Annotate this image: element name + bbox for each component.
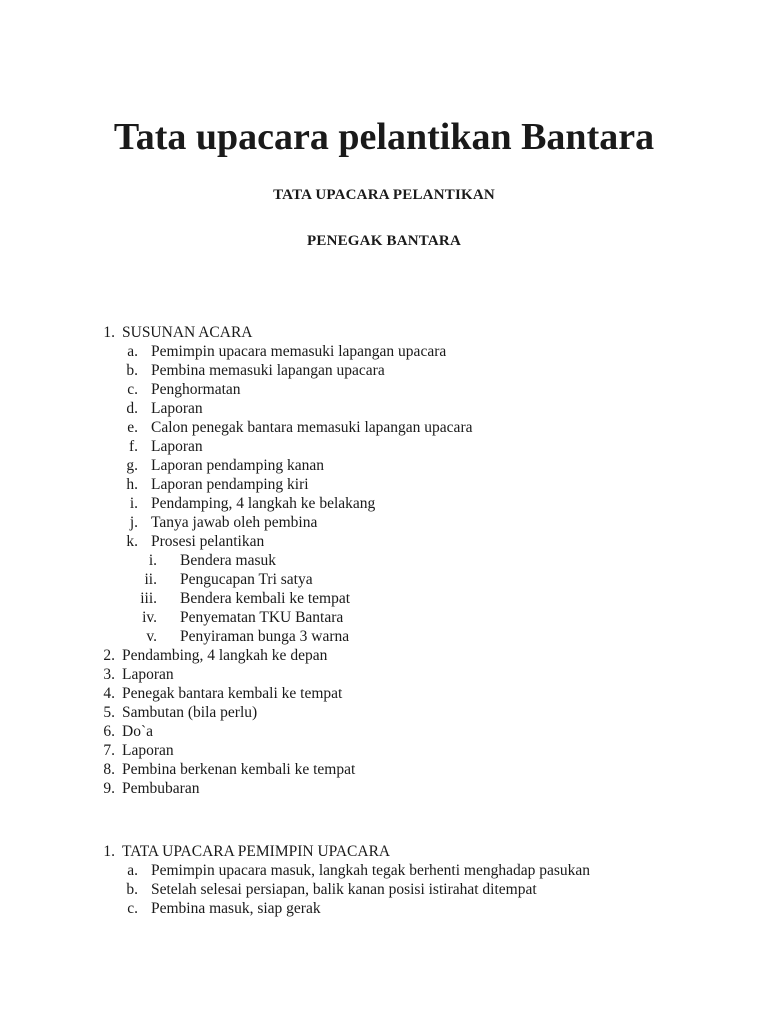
- list-number: 8.: [103, 761, 115, 778]
- list-item-text: Do`a: [122, 723, 153, 740]
- section-susunan-acara: [0, 323, 768, 798]
- list-marker: a.: [127, 343, 138, 360]
- numbered-item: [0, 684, 768, 703]
- list-item: [0, 494, 768, 513]
- list-marker: iv.: [142, 609, 157, 626]
- list-item: [0, 861, 768, 880]
- list-item-text: Pemimpin upacara memasuki lapangan upacara: [151, 343, 447, 360]
- list-item-text: Laporan: [122, 666, 174, 683]
- list-marker: g.: [126, 457, 138, 474]
- sub-list-item: [0, 627, 768, 646]
- list-item-text: Laporan: [122, 742, 174, 759]
- list-item: [0, 513, 768, 532]
- document-title: Tata upacara pelantikan Bantara: [113, 116, 655, 158]
- list-item-text: Setelah selesai persiapan, balik kanan posisi istirahat ditempat: [151, 881, 537, 898]
- list-item-text: Sambutan (bila perlu): [122, 704, 258, 721]
- list-item-text: Bendera kembali ke tempat: [180, 590, 351, 607]
- list-item-text: Prosesi pelantikan: [151, 533, 265, 550]
- numbered-item: [0, 665, 768, 684]
- numbered-item: [0, 722, 768, 741]
- numbered-item: [0, 703, 768, 722]
- list-item-text: Laporan: [151, 438, 203, 455]
- list-marker: d.: [126, 400, 138, 417]
- list-marker: i.: [148, 552, 157, 569]
- list-marker: j.: [129, 514, 138, 531]
- list-marker: c.: [127, 900, 138, 917]
- sub-list-item: [0, 551, 768, 570]
- list-item-text: Penegak bantara kembali ke tempat: [122, 685, 343, 702]
- numbered-item: [0, 779, 768, 798]
- section-heading: SUSUNAN ACARA: [122, 324, 253, 341]
- list-number: 5.: [103, 704, 115, 721]
- list-marker: i.: [129, 495, 138, 512]
- list-item-text: Penyiraman bunga 3 warna: [180, 628, 350, 645]
- list-item-text: Laporan pendamping kiri: [151, 476, 309, 493]
- list-number: 7.: [103, 742, 115, 759]
- list-item-text: Bendera masuk: [180, 552, 276, 569]
- list-marker: b.: [126, 362, 138, 379]
- list-item: [0, 456, 768, 475]
- list-item-text: Pembubaran: [122, 780, 200, 797]
- list-item-text: Pendamping, 4 langkah ke belakang: [151, 495, 376, 512]
- list-item: [0, 418, 768, 437]
- list-item: [0, 880, 768, 899]
- list-item-text: Pembina memasuki lapangan upacara: [151, 362, 385, 379]
- list-item-text: Pembina masuk, siap gerak: [151, 900, 321, 917]
- sub-list-item: [0, 589, 768, 608]
- list-item-text: Penyematan TKU Bantara: [180, 609, 344, 626]
- sub-list-item: [0, 570, 768, 589]
- section-tata-upacara-pemimpin: [0, 842, 768, 918]
- list-number: 3.: [103, 666, 115, 683]
- list-marker: iii.: [140, 590, 157, 607]
- list-marker: k.: [126, 533, 138, 550]
- section-heading-row: [0, 842, 768, 861]
- numbered-item: [0, 646, 768, 665]
- list-marker: b.: [126, 881, 138, 898]
- list-number: 2.: [103, 647, 115, 664]
- list-item-text: Laporan pendamping kanan: [151, 457, 325, 474]
- list-marker: v.: [146, 628, 157, 645]
- list-item-text: Calon penegak bantara memasuki lapangan upacara: [151, 419, 473, 436]
- list-number: 4.: [103, 685, 115, 702]
- list-item: [0, 437, 768, 456]
- list-number: 6.: [103, 723, 115, 740]
- list-item: [0, 899, 768, 918]
- list-item: [0, 380, 768, 399]
- list-item: [0, 342, 768, 361]
- list-number: 1.: [103, 843, 115, 860]
- list-item-text: Pengucapan Tri satya: [180, 571, 313, 588]
- numbered-item: [0, 741, 768, 760]
- subtitle-bantara: PENEGAK BANTARA: [307, 233, 461, 249]
- list-item-text: Pemimpin upacara masuk, langkah tegak berhenti menghadap pasukan: [151, 862, 591, 879]
- list-item-text: Pembina berkenan kembali ke tempat: [122, 761, 356, 778]
- list-item: [0, 532, 768, 551]
- list-marker: ii.: [144, 571, 157, 588]
- list-marker: e.: [127, 419, 138, 436]
- list-item: [0, 361, 768, 380]
- list-marker: f.: [128, 438, 138, 455]
- list-item-text: Tanya jawab oleh pembina: [151, 514, 318, 531]
- list-item: [0, 475, 768, 494]
- list-marker: c.: [127, 381, 138, 398]
- list-number: 1.: [103, 324, 115, 341]
- list-item-text: Pendambing, 4 langkah ke depan: [122, 647, 328, 664]
- section-heading: TATA UPACARA PEMIMPIN UPACARA: [122, 843, 391, 860]
- subtitle-ceremony: TATA UPACARA PELANTIKAN: [273, 187, 495, 203]
- list-item: [0, 399, 768, 418]
- numbered-item: [0, 760, 768, 779]
- list-item-text: Laporan: [151, 400, 203, 417]
- list-number: 9.: [103, 780, 115, 797]
- list-marker: h.: [126, 476, 138, 493]
- list-marker: a.: [127, 862, 138, 879]
- list-item-text: Penghormatan: [151, 381, 241, 398]
- sub-list-item: [0, 608, 768, 627]
- section-heading-row: [0, 323, 768, 342]
